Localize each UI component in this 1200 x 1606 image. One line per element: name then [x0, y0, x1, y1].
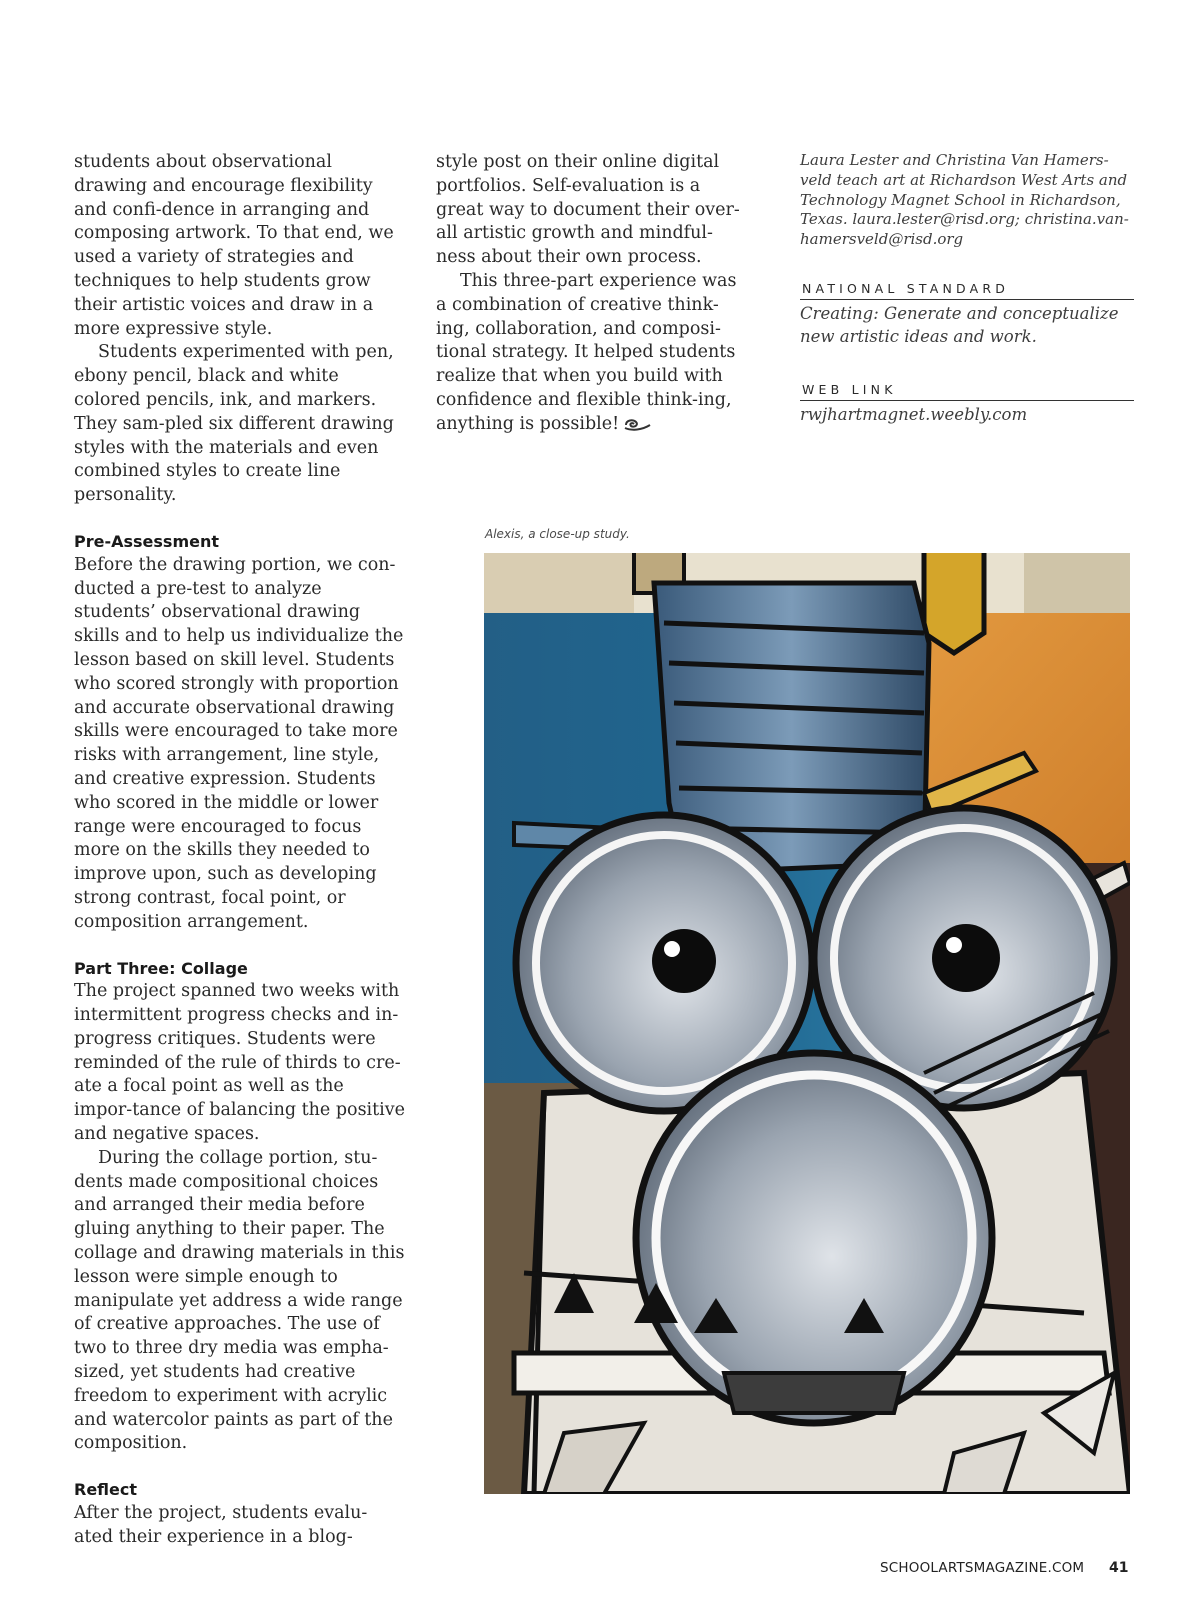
paragraph: style post on their online digital portfolios. Self-evaluation is a great way to document their over-all artistic growth and mindful-ness about their own process.: [436, 152, 740, 268]
swirl-end-mark-icon: [623, 417, 651, 431]
paragraph: Students experimented with pen, ebony pencil, black and white colored pencils, ink, and markers. They sam-pled six different drawing styles with the materials and even combined styles to create line personality.: [74, 342, 394, 506]
figure-caption: Alexis, a close-up study.: [485, 527, 630, 541]
section-heading-part-three: Part Three: Collage: [74, 958, 248, 978]
section-heading-pre-assessment: Pre-Assessment: [74, 531, 219, 551]
paragraph: students about observational drawing and encourage flexibility and confi-dence in arranging and composing artwork. To that end, we used a variety of strategies and techniques to help students grow their artistic voices and draw in a more expressive style.: [74, 152, 394, 339]
national-standard-label: NATIONAL STANDARD: [800, 281, 1134, 300]
collage-artwork-image: [484, 553, 1130, 1494]
article-column-left: [74, 151, 406, 1550]
article-column-middle: [436, 151, 748, 437]
paragraph: After the project, students evalu-ated their experience in a blog-: [74, 1503, 368, 1547]
web-link-url[interactable]: rwjhartmagnet.weebly.com: [800, 405, 1028, 424]
page-number: 41: [1109, 1560, 1129, 1576]
national-standard-text: Creating: Generate and conceptualize new artistic ideas and work.: [800, 304, 1119, 346]
paragraph-text: This three-part experience was a combination of creative think-ing, collaboration, and composi-tional strategy. It helped students realize that when you build with confidence and flexible think-ing, anything is possible!: [436, 270, 737, 434]
author-bio: Laura Lester and Christina Van Hamers-veld teach art at Richardson West Arts and Technology Magnet School in Richardson, Texas. laura.lester@risd.org; christina.van-hamersveld@risd.org: [800, 151, 1129, 249]
paragraph: During the collage portion, stu-dents made compositional choices and arranged their media before gluing anything to their paper. The collage and drawing materials in this lesson were simple enough to manipulate yet address a wide range of creative approaches. The use of two to three dry media was empha-sized, yet students had creative freedom to experiment with acrylic and watercolor paints as part of the composition.: [74, 1147, 405, 1454]
paragraph-final: [436, 270, 748, 437]
paragraph: The project spanned two weeks with intermittent progress checks and in-progress critiques. Students were reminded of the rule of thirds to cre-ate a focal point as well as the impor-tance of balancing the positive and negative spaces.: [74, 981, 406, 1145]
paragraph: Before the drawing portion, we con-ducted a pre-test to analyze students’ observational drawing skills and to help us individualize the lesson based on skill level. Students who scored strongly with proportion and accurate observational drawing skills were encouraged to take more risks with arrangement, line style, and creative expression. Students who scored in the middle or lower range were encouraged to focus more on the skills they needed to improve upon, such as developing strong contrast, focal point, or composition arrangement.: [74, 554, 404, 932]
magazine-website: SCHOOLARTSMAGAZINE.COM: [880, 1560, 1085, 1576]
section-heading-reflect: Reflect: [74, 1480, 138, 1500]
web-link-label: WEB LINK: [800, 382, 1134, 401]
